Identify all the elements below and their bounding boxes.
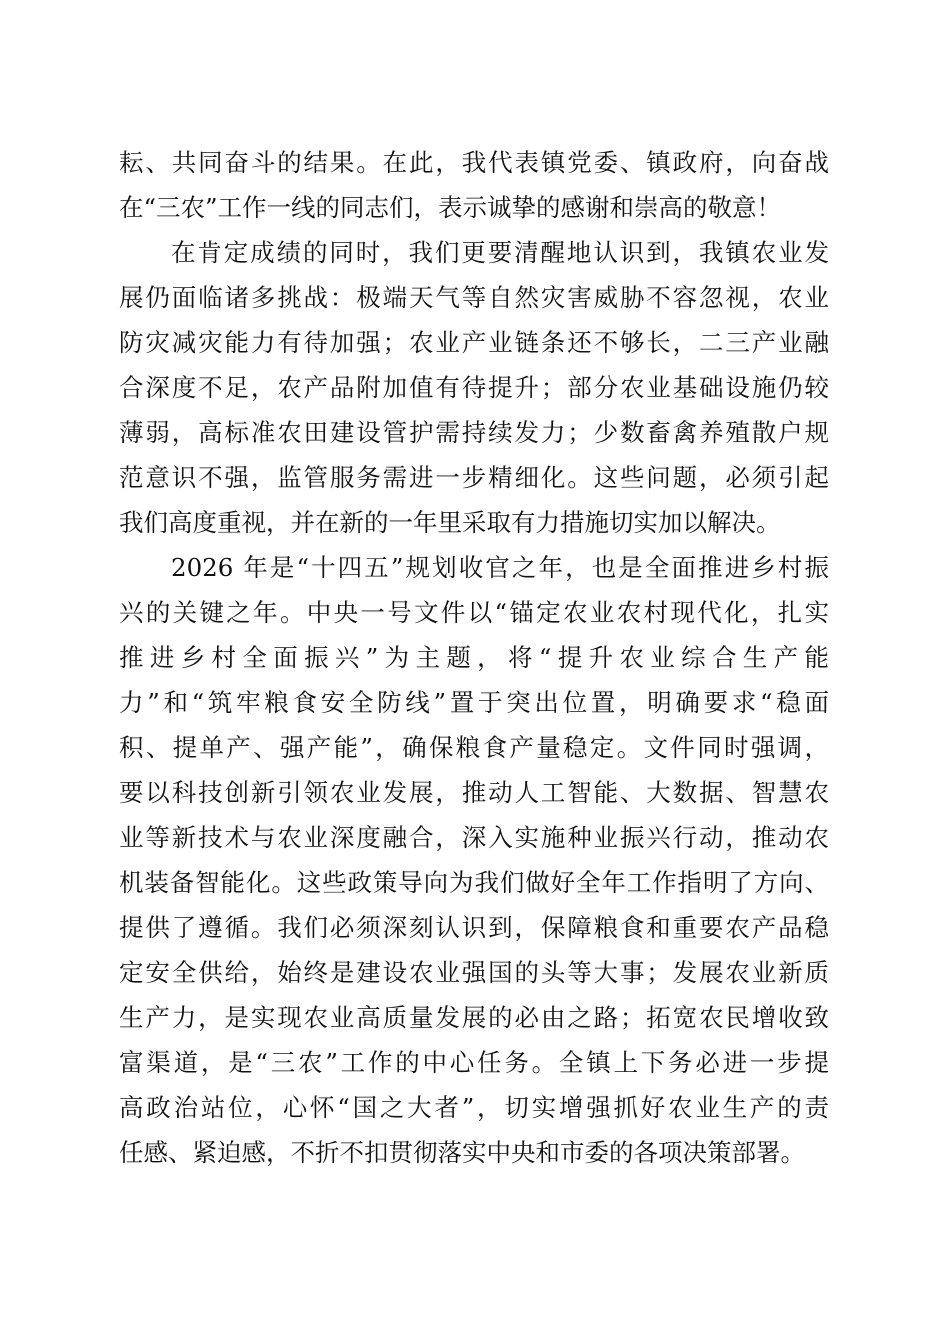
text-line: 我们高度重视，并在新的一年里采取有力措施切实加以解决。 (119, 508, 781, 537)
body-text (119, 140, 829, 1175)
text-line: 薄弱，高标准农田建设管护需持续发力；少数畜禽养殖散户规 (119, 418, 829, 447)
text-line: 力”和“筑牢粮食安全防线”置于突出位置，明确要求“稳面 (119, 688, 829, 717)
text-line: 耘、共同奋斗的结果。在此，我代表镇党委、镇政府，向奋战 (119, 148, 829, 177)
text-line: 在“三农”工作一线的同志们，表示诚挚的感谢和崇高的敬意！ (119, 193, 782, 222)
text-line: 2026 年是“十四五”规划收官之年，也是全面推进乡村振 (171, 553, 829, 582)
text-line: 推进乡村全面振兴”为主题，将“提升农业综合生产能 (119, 643, 829, 672)
text-line: 要以科技创新引领农业发展，推动人工智能、大数据、智慧农 (119, 778, 829, 807)
text-line: 定安全供给，始终是建设农业强国的头等大事；发展农业新质 (119, 958, 829, 987)
text-line: 生产力，是实现农业高质量发展的必由之路；拓宽农民增收致 (119, 1003, 829, 1032)
text-line: 业等新技术与农业深度融合，深入实施种业振兴行动，推动农 (119, 823, 829, 852)
text-line: 提供了遵循。我们必须深刻认识到，保障粮食和重要农产品稳 (119, 913, 829, 942)
text-line: 展仍面临诸多挑战：极端天气等自然灾害威胁不容忽视，农业 (119, 283, 829, 312)
text-line: 防灾减灾能力有待加强；农业产业链条还不够长，二三产业融 (119, 328, 829, 357)
text-line: 范意识不强，监管服务需进一步精细化。这些问题，必须引起 (119, 463, 829, 492)
text-line: 高政治站位，心怀“国之大者”，切实增强抓好农业生产的责 (119, 1093, 829, 1122)
text-line: 兴的关键之年。中央一号文件以“锚定农业农村现代化，扎实 (119, 598, 829, 627)
text-line: 富渠道，是“三农”工作的中心任务。全镇上下务必进一步提 (119, 1048, 829, 1077)
text-line: 机装备智能化。这些政策导向为我们做好全年工作指明了方向、 (119, 868, 829, 897)
text-line: 积、提单产、强产能”，确保粮食产量稳定。文件同时强调， (119, 733, 829, 762)
text-line: 在肯定成绩的同时，我们更要清醒地认识到，我镇农业发 (171, 238, 829, 267)
text-line: 任感、紧迫感，不折不扣贯彻落实中央和市委的各项决策部署。 (119, 1138, 805, 1167)
text-line: 合深度不足，农产品附加值有待提升；部分农业基础设施仍较 (119, 373, 829, 402)
